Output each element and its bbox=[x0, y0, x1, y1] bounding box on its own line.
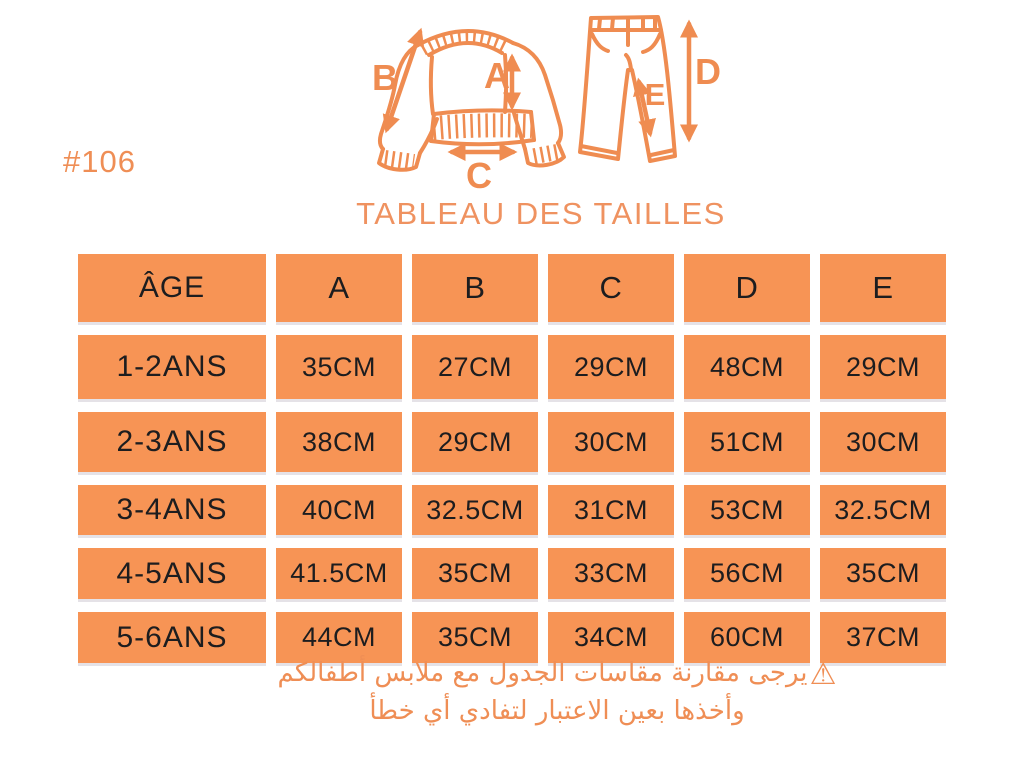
cell-r3-d: 53CM bbox=[684, 485, 810, 535]
cell-r2-d: 51CM bbox=[684, 412, 810, 472]
cell-r3-a: 40CM bbox=[276, 485, 402, 535]
cell-age-row2: 2-3ANS bbox=[78, 412, 266, 472]
cell-r2-c: 30CM bbox=[548, 412, 674, 472]
cell-r5-a: 44CM bbox=[276, 612, 402, 663]
cell-age-row4: 4-5ANS bbox=[78, 548, 266, 599]
warning-line2: وأخذها بعين الاعتبار لتفادي أي خطأ bbox=[369, 696, 745, 726]
cell-r4-e: 35CM bbox=[820, 548, 946, 599]
cell-r5-d: 60CM bbox=[684, 612, 810, 663]
cell-r1-d: 48CM bbox=[684, 335, 810, 399]
cell-r4-c: 33CM bbox=[548, 548, 674, 599]
measure-label-c: C bbox=[466, 155, 492, 196]
cell-r4-b: 35CM bbox=[412, 548, 538, 599]
measure-label-a: A bbox=[484, 55, 510, 96]
measure-label-b: B bbox=[372, 57, 398, 98]
header-cell-c: C bbox=[548, 254, 674, 322]
cell-r2-a: 38CM bbox=[276, 412, 402, 472]
cell-r3-e: 32.5CM bbox=[820, 485, 946, 535]
header-cell-d: D bbox=[684, 254, 810, 322]
size-table bbox=[78, 254, 946, 663]
warning-icon: ⚠ bbox=[809, 657, 837, 692]
cell-age-row5: 5-6ANS bbox=[78, 612, 266, 663]
garment-measurement-illustration bbox=[340, 0, 740, 210]
cell-r5-c: 34CM bbox=[548, 612, 674, 663]
header-cell-age: ÂGE bbox=[78, 254, 266, 322]
cell-age-row3: 3-4ANS bbox=[78, 485, 266, 535]
header-cell-e: E bbox=[820, 254, 946, 322]
product-code: #106 bbox=[63, 144, 136, 179]
sweater-icon bbox=[379, 31, 564, 170]
cell-r5-b: 35CM bbox=[412, 612, 538, 663]
warning-note bbox=[247, 655, 867, 730]
cell-r2-b: 29CM bbox=[412, 412, 538, 472]
cell-r2-e: 30CM bbox=[820, 412, 946, 472]
cell-r3-b: 32.5CM bbox=[412, 485, 538, 535]
cell-r1-a: 35CM bbox=[276, 335, 402, 399]
header-cell-b: B bbox=[412, 254, 538, 322]
cell-r3-c: 31CM bbox=[548, 485, 674, 535]
header-cell-a: A bbox=[276, 254, 402, 322]
measure-label-e: E bbox=[644, 77, 666, 112]
warning-line1: يرجى مقارنة مقاسات الجدول مع ملابس أطفالكم bbox=[277, 658, 808, 688]
measure-label-d: D bbox=[695, 51, 721, 92]
cell-r4-d: 56CM bbox=[684, 548, 810, 599]
cell-r1-b: 27CM bbox=[412, 335, 538, 399]
cell-r5-e: 37CM bbox=[820, 612, 946, 663]
warning-line1-row bbox=[247, 655, 867, 693]
cell-r1-c: 29CM bbox=[548, 335, 674, 399]
cell-r4-a: 41.5CM bbox=[276, 548, 402, 599]
cell-age-row1: 1-2ANS bbox=[78, 335, 266, 399]
page-title: TABLEAU DES TAILLES bbox=[356, 196, 726, 231]
cell-r1-e: 29CM bbox=[820, 335, 946, 399]
